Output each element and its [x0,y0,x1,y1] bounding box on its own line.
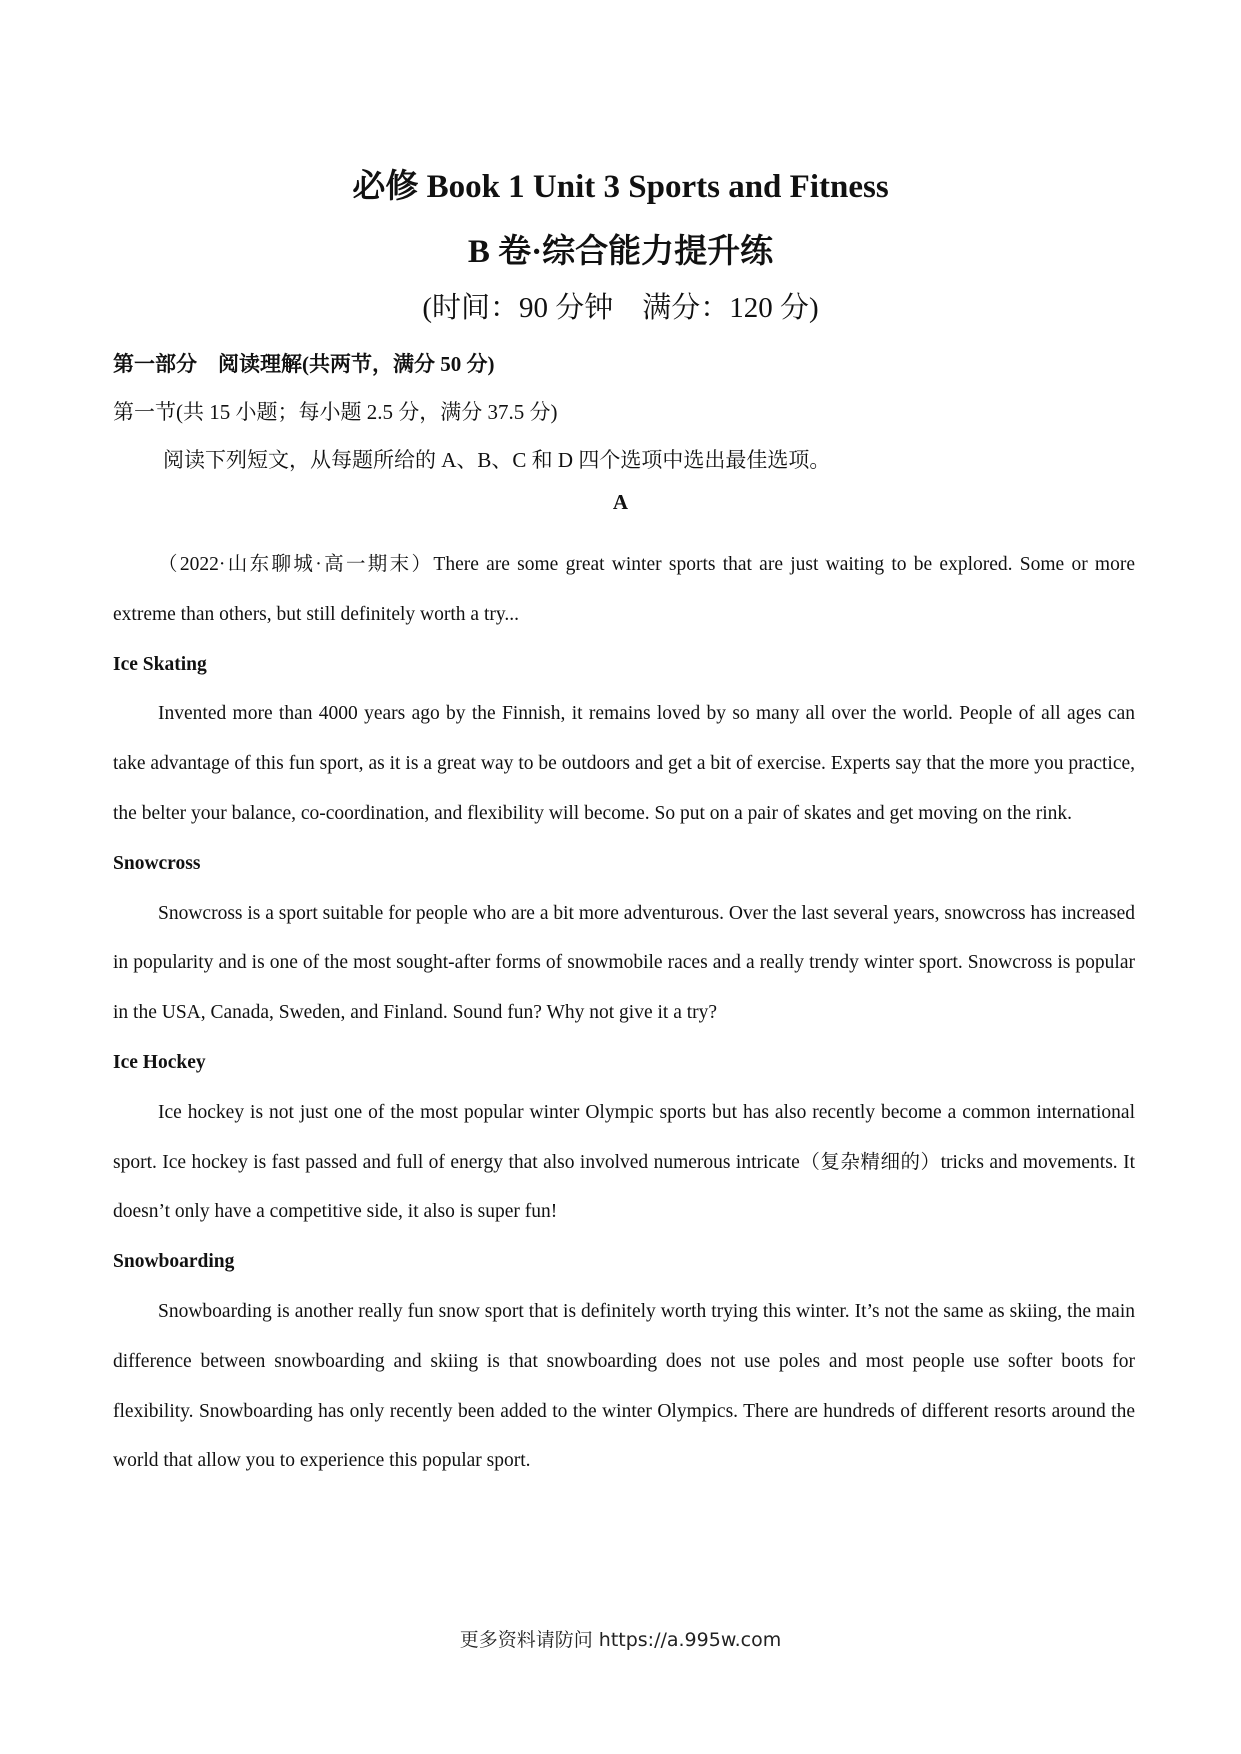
part-heading: 第一部分 阅读理解(共两节，满分 50 分) [113,352,495,376]
section-title-snowboarding: Snowboarding [113,1251,235,1273]
document-subtitle: B 卷·综合能力提升练 [467,234,774,270]
footer-link[interactable]: 更多资料请防问 https://a.995w.com [459,1629,782,1651]
section-text-ice-skating: Invented more than 4000 years ago by the Finnish, it remains loved by so many all over the world. People of all ages can take advantage of this fun sport, as it is a great way to be outdoors and get a bit of exercise. Experts say that the more you practice, the belter your balance, co-coordination, and flexibility will become. So put on a pair of skates and get moving on the rink. [113,703,1135,824]
section-text-snowcross: Snowcross is a sport suitable for people who are a bit more adventurous. Over the last several years, snowcross has increased in popularity and is one of the most sought-after forms of snowmobile races and a really trendy winter sport. Snowcross is popular in the USA, Canada, Sweden, and Finland. Sound fun? Why not give it a try? [113,902,1135,1024]
section-title-ice-skating: Ice Skating [113,653,207,675]
section-title-ice-hockey: Ice Hockey [113,1051,206,1073]
section-heading: 第一节(共 15 小题；每小题 2.5 分，满分 37.5 分) [113,400,558,424]
section-text-snowboarding: Snowboarding is another really fun snow sport that is definitely worth trying this winter. It’s not the same as skiing, the main difference between snowboarding and skiing is that snowboarding does not use poles and most people use softer boots for flexibility. Snowboarding has only recently been added to the winter Olympics. There are hundreds of different resorts around the world that allow you to experience this popular sport. [113,1300,1135,1472]
instruction-text: 阅读下列短文，从每题所给的 A、B、C 和 D 四个选项中选出最佳选项。 [163,448,831,472]
document-title: 必修 Book 1 Unit 3 Sports and Fitness [352,169,889,205]
time-score-info: (时间：90 分钟 满分：120 分) [422,292,819,324]
passage-intro: （2022·山东聊城·高一期末）There are some great winter sports that are just waiting to be explored. Some or more extreme than others, but still definitely worth a try... [113,554,1135,625]
section-text-ice-hockey: Ice hockey is not just one of the most popular winter Olympic sports but has also recently become a common international sport. Ice hockey is fast passed and full of energy that also involved numerous intricate（复杂精细的）tricks and movements. It doesn’t only have a competitive side, it also is super fun! [113,1101,1135,1223]
passage-letter: A [612,490,629,514]
section-title-snowcross: Snowcross [113,852,201,874]
passage-content [113,540,1135,1486]
